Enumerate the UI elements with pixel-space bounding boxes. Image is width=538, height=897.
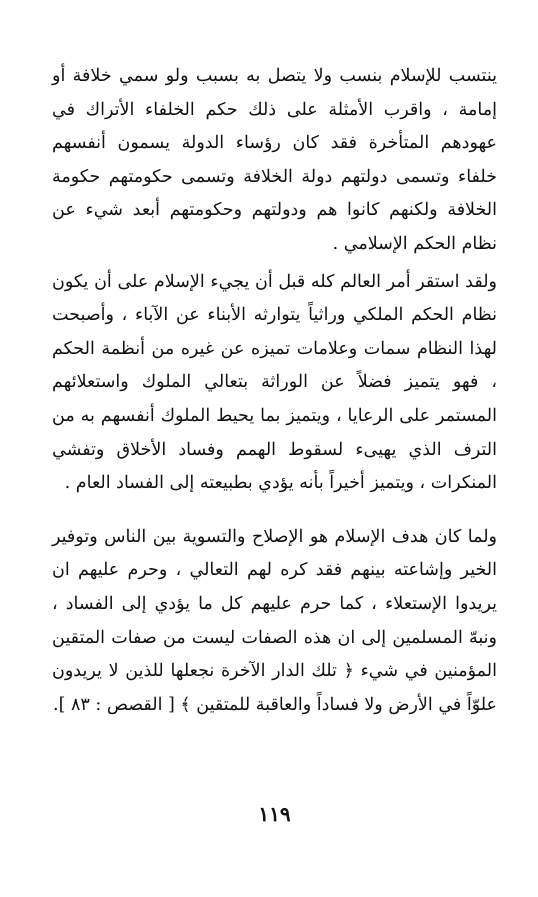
- paragraph-1: ينتسب للإسلام بنسب ولا يتصل به بسبب ولو سمي خلافة أو إمامة ، واقرب الأمثلة على ذلك حكم الخلفاء الأتراك في عهودهم المتأخرة فقد كان رؤساء الدولة يسمون أنفسهم خلفاء وتسمى دولتهم دولة الخلافة وتسمى حكومتهم حكومة الخلافة ولكنهم كانوا هم ودولتهم وحكومتهم أبعد شيء عن نظام الحكم الإسلامي .: [52, 66, 497, 254]
- book-page: [52, 60, 497, 850]
- paragraph-2: ولقد استقر أمر العالم كله قبل أن يجيء الإسلام على أن يكون نظام الحكم الملكي وراثياً يتوارثه الأبناء عن الآباء ، وأصبحت لهذا النظام سمات وعلامات تميزه عن غيره من أنظمة الحكم ، فهو يتميز فضلاً عن الوراثة بتعالي الملوك واستعلائهم المستمر على الرعايا ، ويتميز بما يحيط الملوك أنفسهم به من الترف الذي يهيىء لسقوط الهمم وفساد الأخلاق وتفشي المنكرات ، ويتميز أخيراً بأنه يؤدي بطبيعته إلى الفساد العام .: [52, 271, 497, 494]
- paragraph-3: ولما كان هدف الإسلام هو الإصلاح والتسوية بين الناس وتوفير الخير وإشاعته بينهم فقد كره لهم التعالي ، وحرم عليهم ان يريدوا الإستعلاء ، كما حرم عليهم كل ما يؤدي إلى الفساد ، ونبهّ المسلمين إلى ان هذه الصفات ليست من صفات المتقين المؤمنين في شيء ﴿ تلك الدار الآخرة نجعلها للذين لا يريدون علوّاً في الأرض ولا فساداً والعاقبة للمتقين ﴾ [ القصص : ٨٣ ].: [52, 526, 497, 715]
- page-number: ١١٩: [258, 802, 291, 826]
